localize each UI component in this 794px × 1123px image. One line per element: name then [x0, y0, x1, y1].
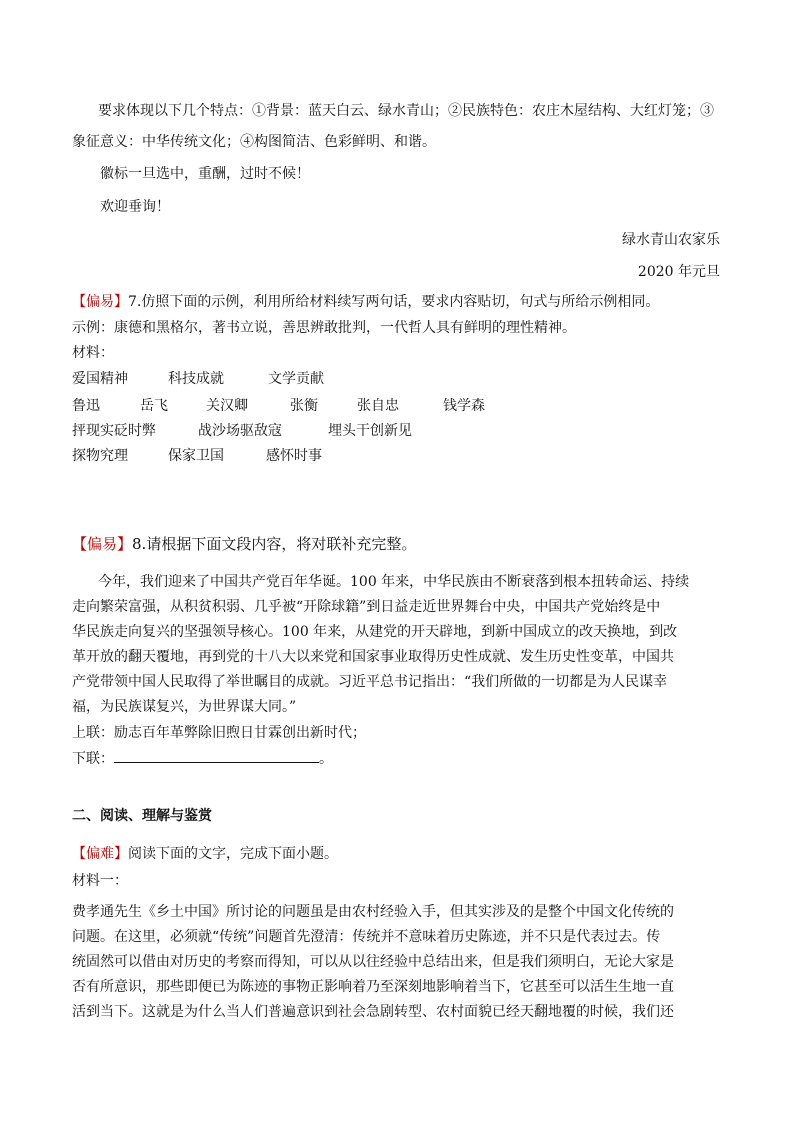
q7-row2-item: 鲁迅 [72, 398, 100, 414]
q7-row3-item: 埋头干创新见 [328, 423, 412, 439]
q8-paragraph-line: 华民族走向复兴的坚强领导核心。100 年来，从建党的开天辟地，到新中国成立的改天换地，到改 [72, 624, 678, 640]
q7-row2-item: 张自忠 [357, 398, 399, 414]
q7-row3-item: 战沙场驱敌寇 [198, 423, 282, 439]
q8-paragraph-line: 福，为民族谋复兴，为世界谋大同。” [72, 699, 297, 715]
q7-row4-item: 保家卫国 [168, 448, 224, 464]
q8-prompt-line [72, 534, 416, 554]
notice-signer: 绿水青山农家乐 [622, 232, 720, 248]
q7-difficulty-tag: 【偏易】 [72, 294, 128, 310]
notice-line-4: 欢迎垂询！ [100, 199, 170, 215]
notice-line-3: 徽标一旦选中，重酬，过时不候！ [100, 166, 310, 182]
q7-example: 示例：康德和黑格尔，著书立说，善思辨敢批判，一代哲人具有鲜明的理性精神。 [72, 320, 576, 336]
material-text-line: 问题。在这里，必须就“传统”问题首先澄清：传统并不意味着历史陈迹，并不只是代表过去。传 [72, 929, 661, 945]
q8-prompt: 8.请根据下面文段内容，将对联补充完整。 [132, 535, 417, 553]
section-heading: 二、阅读、理解与鉴赏 [72, 808, 212, 824]
q7-row4-item: 感怀时事 [266, 448, 322, 464]
material-text-line: 费孝通先生《乡土中国》所讨论的问题虽是由农村经验入手，但其实涉及的是整个中国文化传统的 [72, 904, 674, 920]
q8-difficulty-tag: 【偏易】 [72, 535, 133, 553]
q8-upper-couplet: 上联：励志百年革弊除旧煦日甘霖创出新时代； [72, 725, 366, 741]
q8-paragraph-line: 走向繁荣富强，从积贫积弱、几乎被“开除球籍”到日益走近世界舞台中央，中国共产党始终是中 [72, 599, 661, 615]
q8-answer-blank[interactable] [114, 748, 319, 763]
q7-row4-item: 探物究理 [72, 448, 128, 464]
notice-line-2: 象征意义：中华传统文化；④构图简洁、色彩鲜明、和谐。 [72, 134, 436, 150]
q8-lower-label: 下联： [72, 751, 114, 767]
section2-difficulty-tag: 【偏难】 [72, 846, 128, 862]
material-text-line: 否有所意识，那些即便已为陈迹的事物正影响着乃至深刻地影响着当下，它甚至可以活生生地一直 [72, 979, 674, 995]
q8-lower-couplet [72, 748, 333, 769]
q7-row1-item: 爱国精神 [72, 371, 128, 387]
section2-prompt-line [72, 844, 338, 864]
q7-prompt-line [72, 292, 659, 312]
q7-row2-item: 关汉卿 [206, 398, 248, 414]
q8-paragraph-line: 产党带领中国人民取得了举世瞩目的成就。习近平总书记指出：“我们所做的一切都是为人民谋幸 [72, 674, 668, 690]
q7-row2-item: 张衡 [290, 398, 318, 414]
q7-row2-item: 钱学森 [443, 398, 485, 414]
notice-line-1: 要求体现以下几个特点：①背景：蓝天白云、绿水青山；②民族特色：农庄木屋结构、大红灯笼；③ [98, 103, 714, 119]
q8-lower-end: 。 [319, 751, 333, 767]
q8-paragraph-line: 今年，我们迎来了中国共产党百年华诞。100 年来，中华民族由不断衰落到根本扭转命运、持续 [98, 574, 690, 590]
q7-row1-item: 文学贡献 [268, 371, 324, 387]
q7-row2-item: 岳飞 [140, 398, 168, 414]
section2-prompt: 阅读下面的文字，完成下面小题。 [128, 846, 338, 862]
q7-prompt: 7.仿照下面的示例，利用所给材料续写两句话，要求内容贴切，句式与所给示例相同。 [128, 294, 660, 310]
material-one-label: 材料一： [72, 873, 128, 889]
material-text-line: 统固然可以借由对历史的考察而得知，可以从以往经验中总结出来，但是我们须明白，无论大家是 [72, 954, 674, 970]
q7-material-label: 材料： [72, 345, 114, 361]
q8-paragraph-line: 革开放的翻天覆地，再到党的十八大以来党和国家事业取得历史性成就、发生历史性变革，中国共 [72, 649, 674, 665]
q7-row1-item: 科技成就 [168, 371, 224, 387]
q7-row3-item: 抨现实砭时弊 [72, 423, 156, 439]
notice-date: 2020 年元旦 [637, 264, 720, 280]
material-text-line: 活到当下。这就是为什么当人们普遍意识到社会急剧转型、农村面貌已经天翻地覆的时候，我们还 [72, 1004, 674, 1020]
